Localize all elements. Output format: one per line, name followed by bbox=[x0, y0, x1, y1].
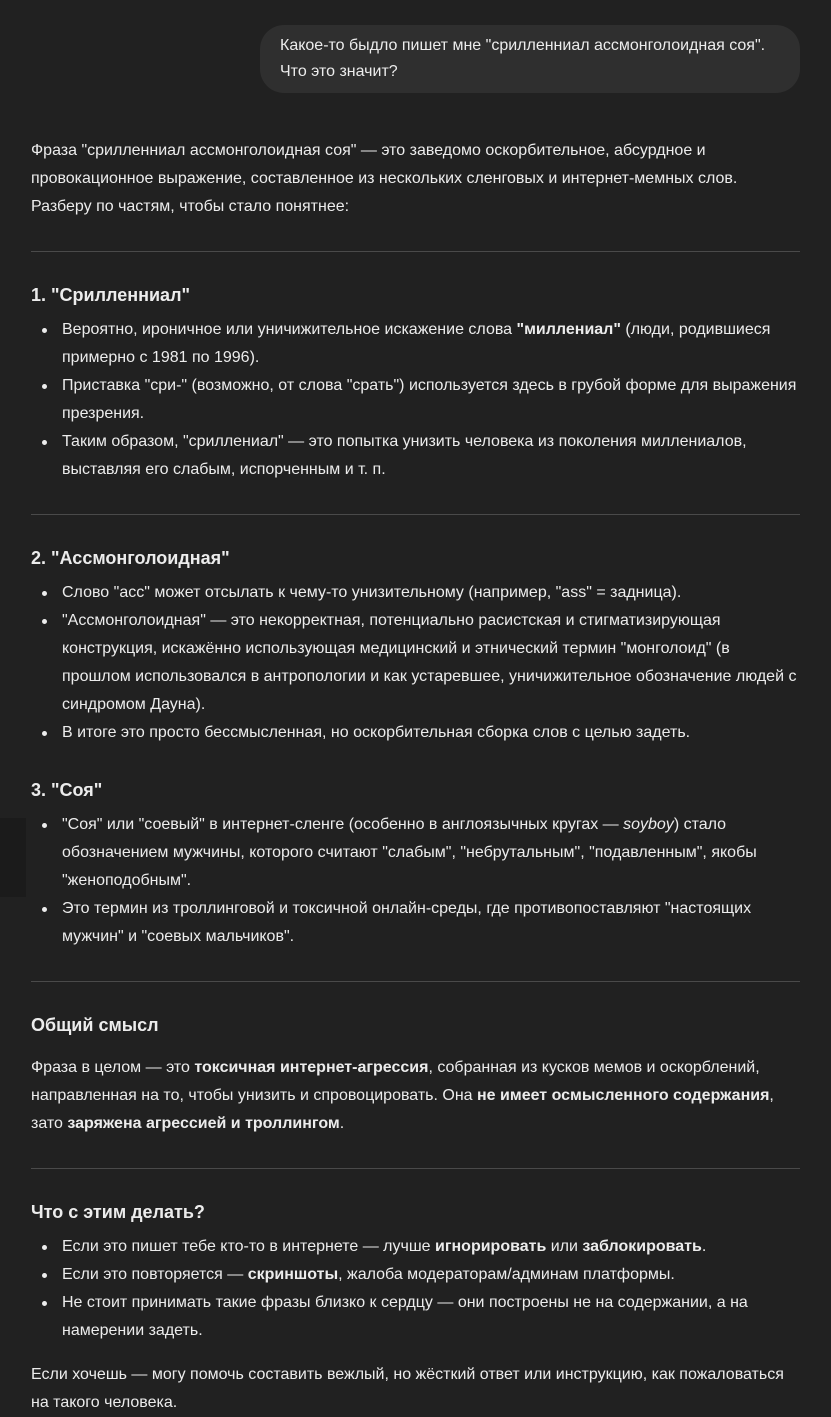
bullet-list bbox=[31, 811, 800, 951]
text-run: 3. "Соя" bbox=[31, 780, 103, 800]
section-divider bbox=[31, 514, 800, 515]
list-item bbox=[31, 1289, 800, 1345]
text-run: или bbox=[546, 1238, 583, 1255]
text-run: Общий смысл bbox=[31, 1015, 159, 1035]
list-item bbox=[31, 579, 800, 607]
text-run: Если это повторяется — bbox=[62, 1266, 248, 1283]
list-item bbox=[31, 719, 800, 747]
bold-text: заряжена агрессией и троллингом bbox=[67, 1115, 340, 1132]
text-run: Приставка "сри-" (возможно, от слова "срать") используется здесь в грубой форме для выражения презрения. bbox=[62, 377, 797, 422]
bullet-list bbox=[31, 1233, 800, 1345]
list-item bbox=[31, 811, 800, 895]
section-heading bbox=[31, 777, 800, 803]
text-run: Фраза "срилленниал ассмонголоидная соя" — это заведомо оскорбительное, абсурдное и провокационное выражение, составленное из нескольких сленговых и интернет-мемных слов. Разберу по частям, чтобы стало понятнее: bbox=[31, 142, 738, 215]
user-message-row bbox=[31, 25, 800, 93]
text-run: , зато bbox=[31, 1087, 774, 1132]
bold-text: игнорировать bbox=[435, 1238, 547, 1255]
text-run: Если это пишет тебе кто-то в интернете — лучше bbox=[62, 1238, 435, 1255]
bold-text: токсичная интернет-агрессия bbox=[194, 1059, 429, 1076]
text-run: , собранная из кусков мемов и оскорблений, направленная на то, чтобы унизить и спровоцировать. Она bbox=[31, 1059, 760, 1104]
text-run: Если хочешь — могу помочь составить вежлый, но жёсткий ответ или инструкцию, как пожаловаться на такого человека. bbox=[31, 1366, 784, 1411]
text-run: В итоге это просто бессмысленная, но оскорбительная сборка слов с целью задеть. bbox=[62, 724, 691, 741]
section-divider bbox=[31, 251, 800, 252]
list-item bbox=[31, 372, 800, 428]
text-run: 1. "Срилленниал" bbox=[31, 285, 191, 305]
text-run: . bbox=[701, 1238, 707, 1255]
list-item bbox=[31, 895, 800, 951]
bold-text: скриншоты bbox=[247, 1266, 339, 1283]
text-run: , жалоба модераторам/админам платформы. bbox=[338, 1266, 675, 1283]
section-heading bbox=[31, 1199, 800, 1225]
text-run: "Ассмонголоидная" — это некорректная, потенциально расистская и стигматизирующая конструкция, искажённо использующая медицинский и этнический термин "монголоид" (в прошлом использовался в антропологии и как устаревшее, уничижительное обозначение людей с синдромом Дауна). bbox=[62, 612, 797, 713]
bold-text: "миллениал" bbox=[516, 321, 621, 338]
paragraph bbox=[31, 137, 800, 221]
bullet-list bbox=[31, 316, 800, 484]
assistant-message bbox=[31, 137, 800, 1417]
user-message-bubble: Какое-то быдло пишет мне "срилленниал ассмонголоидная соя". Что это значит? bbox=[260, 25, 800, 93]
list-item bbox=[31, 428, 800, 484]
text-run: Это термин из троллинговой и токсичной онлайн-среды, где противопоставляют "настоящих мужчин" и "соевых мальчиков". bbox=[62, 900, 752, 945]
paragraph bbox=[31, 1054, 800, 1138]
text-run: . bbox=[339, 1115, 345, 1132]
paragraph bbox=[31, 1361, 800, 1417]
bold-text: не имеет осмысленного содержания bbox=[477, 1087, 770, 1104]
text-run: Фраза в целом — это bbox=[31, 1059, 195, 1076]
section-divider bbox=[31, 981, 800, 982]
text-run: ) стало обозначением мужчины, которого считают "слабым", "небрутальным", "подавленным", якобы "женоподобным". bbox=[62, 816, 757, 889]
section-heading bbox=[31, 545, 800, 571]
text-run: (люди, родившиеся примерно с 1981 по 1996). bbox=[62, 321, 771, 366]
text-run: Вероятно, ироничное или уничижительное искажение слова bbox=[62, 321, 517, 338]
italic-text: soyboy bbox=[623, 816, 674, 833]
section-heading bbox=[31, 1012, 800, 1038]
left-edge-window-artifact bbox=[0, 818, 26, 897]
text-run: Таким образом, "сриллениал" — это попытка унизить человека из поколения миллениалов, выставляя его слабым, испорченным и т. п. bbox=[62, 433, 747, 478]
list-item bbox=[31, 1233, 800, 1261]
section-divider bbox=[31, 1168, 800, 1169]
text-run: 2. "Ассмонголоидная" bbox=[31, 548, 230, 568]
bold-text: заблокировать bbox=[582, 1238, 702, 1255]
bullet-list bbox=[31, 579, 800, 747]
text-run: Не стоит принимать такие фразы близко к сердцу — они построены не на содержании, а на намерении задеть. bbox=[62, 1294, 748, 1339]
text-run: Слово "асс" может отсылать к чему-то унизительному (например, "ass" = задница). bbox=[62, 584, 682, 601]
text-run: Что с этим делать? bbox=[31, 1202, 205, 1222]
text-run: "Соя" или "соевый" в интернет-сленге (особенно в англоязычных кругах — bbox=[62, 816, 624, 833]
list-item bbox=[31, 316, 800, 372]
list-item bbox=[31, 607, 800, 719]
section-heading bbox=[31, 282, 800, 308]
list-item bbox=[31, 1261, 800, 1289]
